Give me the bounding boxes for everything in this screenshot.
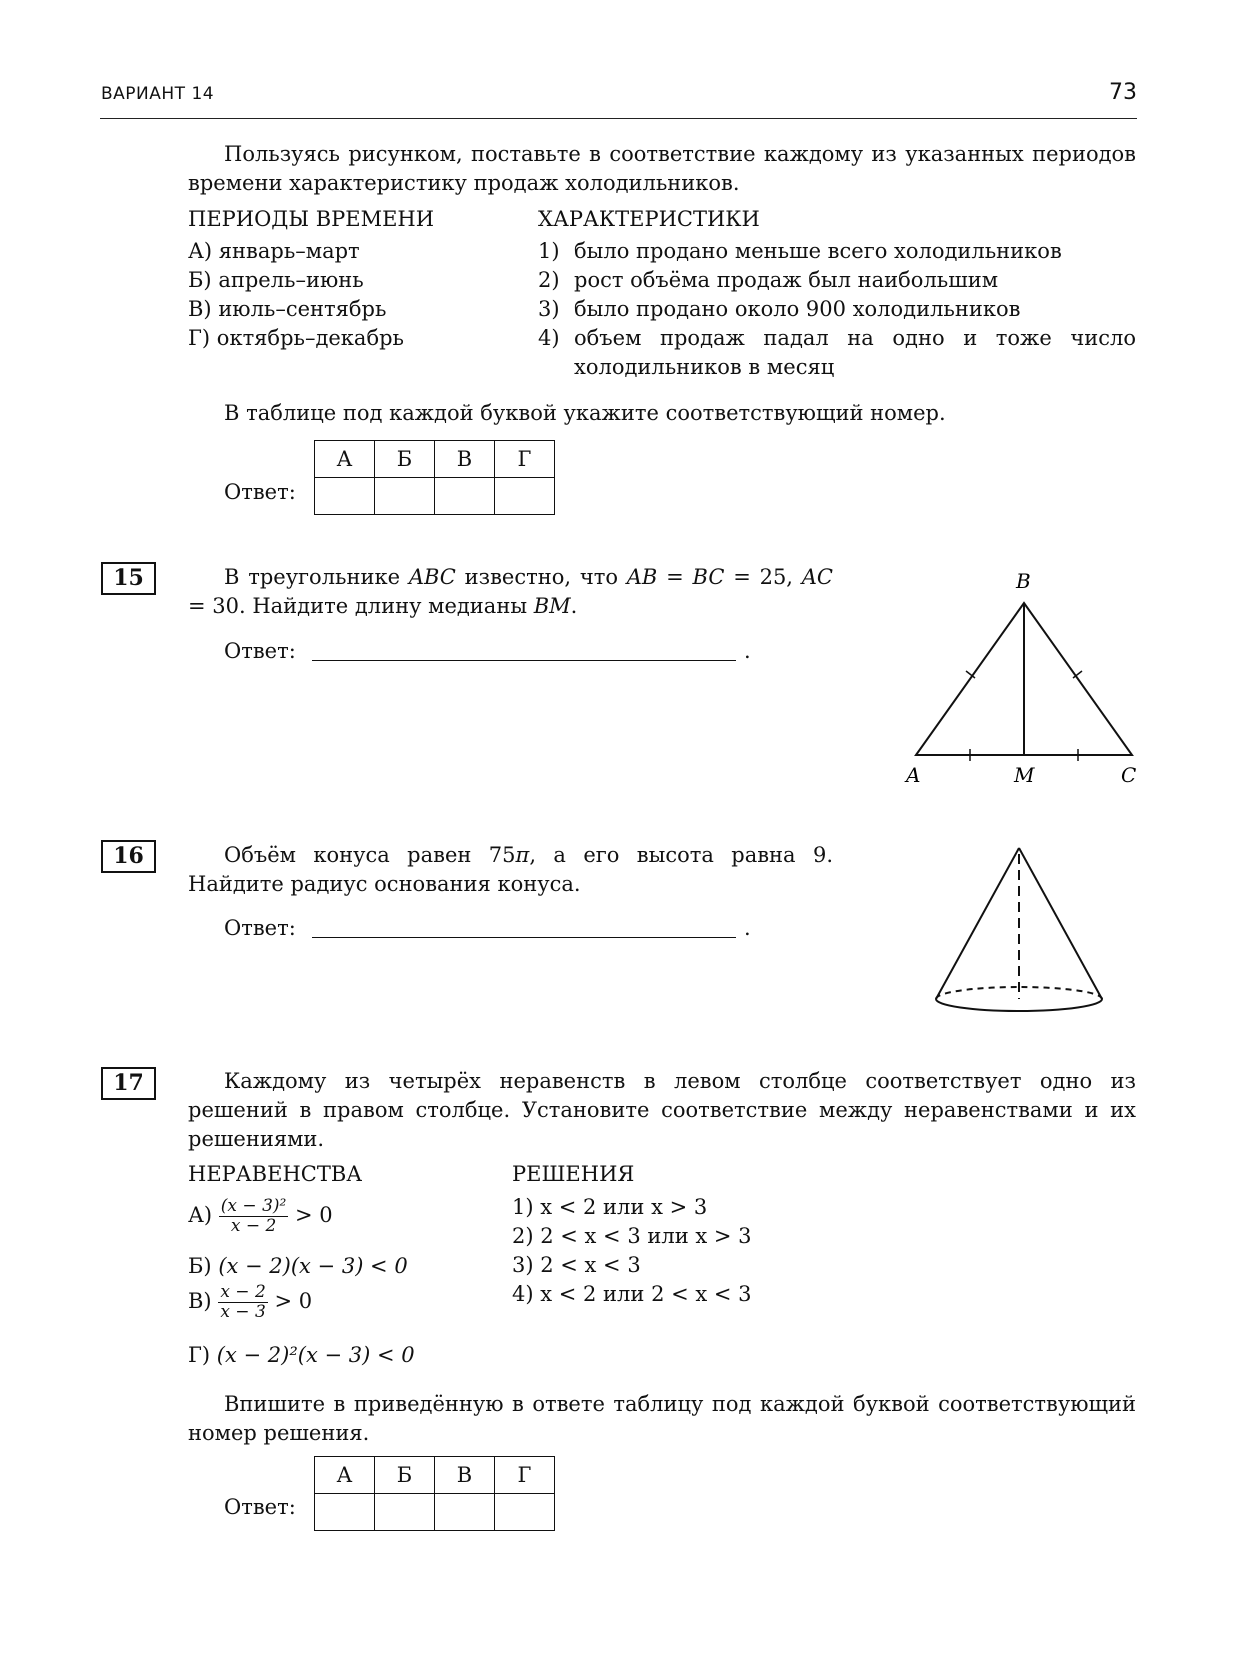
task16-answer-label: Ответ: — [224, 916, 296, 940]
answer-cell[interactable] — [315, 1494, 375, 1531]
characteristic-item: 4) объем продаж падал на одно и тоже число холодильников в месяц — [538, 326, 1136, 379]
task15-text: В треугольнике ABC известно, что AB = BC = 25, AC = 30. Найдите длину медианы BM. — [188, 565, 833, 618]
task17-right-heading: РЕШЕНИЯ — [512, 1162, 635, 1186]
solution-item: 1) x < 2 или x > 3 — [512, 1195, 708, 1219]
answer-cell[interactable] — [435, 478, 495, 515]
inequality-v: В) $\frac{x - 2}{x - 3}$ > 0 — [188, 1282, 313, 1322]
answer-cell[interactable] — [495, 1494, 555, 1531]
task16-answer-end: . — [744, 916, 751, 940]
task15-answer-label: Ответ: — [224, 639, 296, 663]
task16-text: Объём конуса равен 75π, а его высота равна 9. Найдите радиус основания конуса. — [188, 843, 834, 896]
period-item: В) июль–сентябрь — [188, 297, 387, 321]
cone-figure — [925, 840, 1105, 1020]
periods-list — [188, 237, 518, 353]
period-item: А) январь–март — [188, 239, 360, 263]
period-item: Г) октябрь–декабрь — [188, 326, 404, 350]
answer-cell[interactable] — [375, 1494, 435, 1531]
label-c: C — [1121, 763, 1137, 785]
characteristics-list — [538, 237, 1136, 382]
label-m: M — [1014, 763, 1035, 785]
answer-cell[interactable] — [435, 1494, 495, 1531]
answer-column-header: В — [435, 1457, 495, 1494]
solution-item: 3) 2 < x < 3 — [512, 1253, 641, 1277]
label-a: A — [906, 763, 921, 785]
task14-instruction: В таблице под каждой буквой укажите соответствующий номер. — [224, 401, 946, 425]
task17-instruction: Впишите в приведённую в ответе таблицу под каждой буквой соответствующий номер решения. — [188, 1392, 1136, 1445]
task16-number: 16 — [101, 840, 156, 873]
answer-cell[interactable] — [375, 478, 435, 515]
answer-cell[interactable] — [495, 478, 555, 515]
task15-answer-end: . — [744, 639, 751, 663]
solution-item: 4) x < 2 или 2 < x < 3 — [512, 1282, 752, 1306]
task15-answer-line[interactable] — [312, 660, 736, 661]
task17-answer-table — [314, 1456, 555, 1531]
inequality-b: Б) (x − 2)(x − 3) < 0 — [188, 1254, 408, 1278]
task14-intro: Пользуясь рисунком, поставьте в соответствие каждому из указанных периодов времени характеристику продаж холодильников. — [188, 142, 1136, 195]
fraction: $\frac{\text{(x − 3)²}}{x - 2}$ — [220, 1196, 287, 1236]
cone-base-front — [936, 999, 1102, 1011]
task16-answer-line[interactable] — [312, 937, 736, 938]
answer-column-header: Г — [495, 441, 555, 478]
characteristic-item: 2) рост объёма продаж был наибольшим — [538, 268, 999, 292]
task14-answer-table — [314, 440, 555, 515]
solutions-list — [512, 1193, 752, 1309]
task14-left-heading: ПЕРИОДЫ ВРЕМЕНИ — [188, 207, 435, 231]
variant-title: ВАРИАНТ 14 — [101, 84, 215, 104]
answer-column-header: А — [315, 441, 375, 478]
task17-intro: Каждому из четырёх неравенств в левом столбце соответствует одно из решений в правом столбце. Установите соответствие между неравенствами и их решениями. — [188, 1069, 1136, 1151]
answer-column-header: Б — [375, 1457, 435, 1494]
task14-right-heading: ХАРАКТЕРИСТИКИ — [538, 207, 760, 231]
characteristic-item: 1) было продано меньше всего холодильников — [538, 239, 1062, 263]
answer-cell[interactable] — [315, 478, 375, 515]
task14-answer-label: Ответ: — [224, 480, 296, 504]
characteristic-item: 3) было продано около 900 холодильников — [538, 297, 1021, 321]
answer-column-header: В — [435, 441, 495, 478]
inequality-g: Г) (x − 2)²(x − 3) < 0 — [188, 1343, 415, 1367]
inequality-a: А) $\frac{\text{(x − 3)²}}{x - 2}$ > 0 — [188, 1196, 333, 1236]
answer-column-header: Б — [375, 441, 435, 478]
task15-number: 15 — [101, 562, 156, 595]
header-rule — [100, 118, 1137, 119]
cone-side-right — [1019, 848, 1102, 999]
task17-left-heading: НЕРАВЕНСТВА — [188, 1162, 363, 1186]
task17-number: 17 — [101, 1067, 156, 1100]
cone-side-left — [936, 848, 1019, 999]
solution-item: 2) 2 < x < 3 или x > 3 — [512, 1224, 752, 1248]
period-item: Б) апрель–июнь — [188, 268, 364, 292]
triangle-figure — [890, 565, 1150, 785]
task17-answer-label: Ответ: — [224, 1495, 296, 1519]
page-number: 73 — [1109, 80, 1137, 105]
label-b: B — [1016, 569, 1031, 593]
answer-column-header: Г — [495, 1457, 555, 1494]
fraction: $\frac{x - 2}{x - 3}$ — [220, 1282, 266, 1322]
answer-column-header: А — [315, 1457, 375, 1494]
